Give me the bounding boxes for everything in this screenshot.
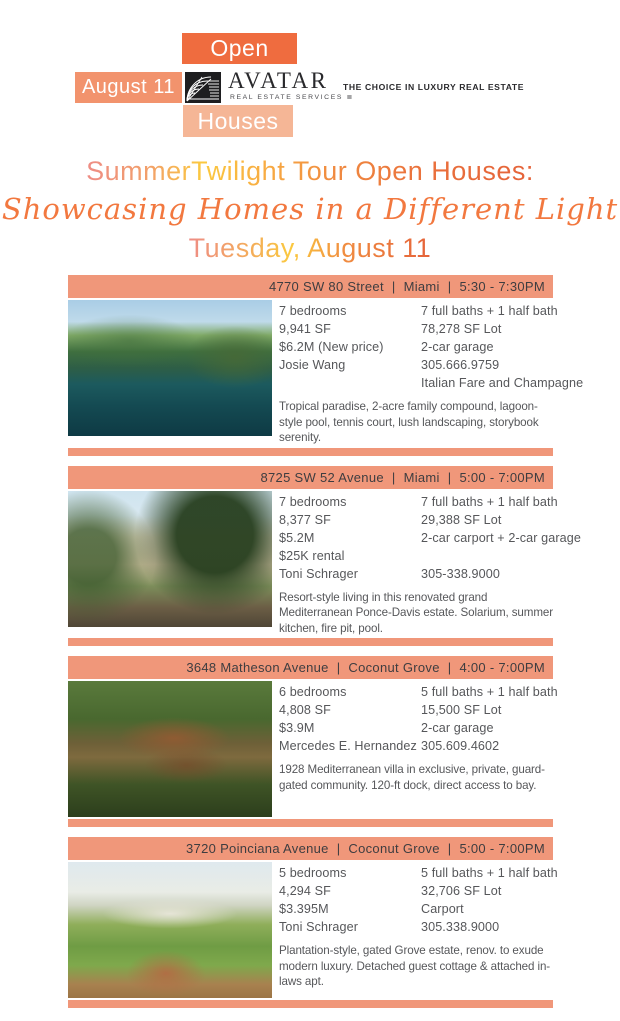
- detail-item: 9,941 SF: [279, 322, 331, 336]
- page-title-text: SummerTwilight Tour Open Houses:: [86, 156, 534, 186]
- detail-item: Josie Wang: [279, 358, 346, 372]
- detail-item: 5 full baths + 1 half bath: [421, 685, 558, 699]
- listing-description: Plantation-style, gated Grove estate, renov. to exude modern luxury. Detached guest cottage & attached in-laws apt.: [279, 944, 551, 988]
- detail-item: $25K rental: [279, 548, 345, 563]
- listing-time: 5:00 - 7:00PM: [459, 469, 545, 485]
- listings-container: [68, 275, 584, 1008]
- detail-item: $3.9M: [279, 721, 315, 735]
- detail-item: [279, 374, 421, 392]
- detail-item: Toni Schrager: [279, 920, 359, 934]
- brand-subtitle: REAL ESTATE SERVICES ≣: [230, 94, 354, 101]
- divider-bar: [68, 1000, 553, 1008]
- banner-open-label: Open: [210, 35, 269, 61]
- pipe-separator: |: [447, 660, 452, 675]
- detail-item: 5 bedrooms: [279, 866, 347, 880]
- listing-card: [68, 837, 558, 1008]
- banner-open-box: [182, 33, 297, 64]
- detail-item: 7 bedrooms: [279, 304, 347, 318]
- detail-item: 8,377 SF: [279, 512, 331, 527]
- detail-item: 29,388 SF Lot: [421, 512, 502, 527]
- divider-bar: [68, 448, 553, 456]
- detail-item: 7 bedrooms: [279, 494, 347, 509]
- listing-city: Coconut Grove: [348, 660, 440, 675]
- detail-item: 4,808 SF: [279, 703, 331, 717]
- detail-item: 2-car garage: [421, 721, 494, 735]
- detail-item: 305.609.4602: [421, 739, 500, 753]
- pipe-separator: |: [336, 660, 341, 675]
- listing-header-bar: [68, 837, 553, 860]
- detail-item: 7 full baths + 1 half bath: [421, 494, 558, 509]
- pipe-separator: |: [391, 469, 396, 485]
- title-block: [0, 155, 620, 266]
- divider-bar: [68, 638, 553, 646]
- detail-item: 78,278 SF Lot: [421, 322, 502, 336]
- banner-date-box: [75, 72, 182, 103]
- property-photo: [68, 300, 272, 436]
- property-photo: [68, 681, 272, 817]
- detail-item: 305-338.9000: [421, 566, 500, 581]
- divider-bar: [68, 819, 553, 827]
- pipe-separator: |: [336, 841, 341, 856]
- listing-address: 3648 Matheson Avenue: [186, 660, 329, 675]
- detail-item: 2-car garage: [421, 340, 494, 354]
- banner-date-label: August 11: [81, 76, 176, 98]
- listing-address: 8725 SW 52 Avenue: [260, 469, 384, 485]
- listing-card: [68, 656, 558, 827]
- pipe-separator: |: [447, 469, 452, 485]
- detail-item: 32,706 SF Lot: [421, 884, 502, 898]
- listing-header-bar: [68, 275, 553, 298]
- listing-description: Resort-style living in this renovated grand Mediterranean Ponce-Davis estate. Solarium, summer kitchen, fire pit, pool.: [279, 590, 554, 635]
- page-title: [0, 155, 620, 188]
- event-date-text: Tuesday, August 11: [189, 230, 432, 266]
- script-subtitle: Showcasing Homes in a Different Light: [1, 192, 619, 226]
- banner: [0, 0, 620, 150]
- listing-city: Miami: [403, 279, 440, 294]
- pipe-separator: |: [447, 279, 452, 294]
- brand-tagline: THE CHOICE IN LUXURY REAL ESTATE: [343, 82, 525, 92]
- listing-card: [68, 275, 584, 456]
- detail-item: 305.338.9000: [421, 920, 500, 934]
- detail-item: 15,500 SF Lot: [421, 703, 502, 717]
- detail-item: $3.395M: [279, 902, 329, 916]
- listing-description: Tropical paradise, 2-acre family compound, lagoon-style pool, tennis court, lush landscaping, storybook serenity.: [279, 400, 539, 444]
- listing-city: Miami: [403, 469, 440, 485]
- property-photo: [68, 491, 272, 627]
- event-date: [0, 230, 620, 266]
- listing-address: 3720 Poinciana Avenue: [186, 841, 329, 856]
- detail-item: 5 full baths + 1 half bath: [421, 866, 558, 880]
- avatar-logo-icon: [185, 72, 221, 108]
- detail-item: Carport: [421, 902, 464, 916]
- listing-card: [68, 466, 581, 647]
- banner-houses-label: Houses: [197, 107, 279, 134]
- detail-item: 7 full baths + 1 half bath: [421, 304, 558, 318]
- listing-city: Coconut Grove: [348, 841, 440, 856]
- pipe-separator: |: [391, 279, 396, 294]
- listing-header-bar: [68, 656, 553, 679]
- detail-item: 4,294 SF: [279, 884, 331, 898]
- detail-item: 6 bedrooms: [279, 685, 347, 699]
- detail-item: [421, 547, 581, 565]
- brand-name: AVATAR: [228, 68, 329, 93]
- detail-item: $5.2M: [279, 530, 315, 545]
- detail-item: $6.2M (New price): [279, 340, 384, 354]
- listing-description: 1928 Mediterranean villa in exclusive, private, guard-gated community. 120-ft dock, direct access to bay.: [279, 763, 545, 792]
- detail-item: Mercedes E. Hernandez: [279, 739, 417, 753]
- listing-address: 4770 SW 80 Street: [268, 279, 384, 294]
- detail-item: Italian Fare and Champagne: [421, 376, 584, 390]
- detail-item: 305.666.9759: [421, 358, 500, 372]
- banner-houses-box: [183, 105, 293, 137]
- property-photo: [68, 862, 272, 998]
- listing-header-bar: [68, 466, 553, 489]
- pipe-separator: |: [447, 841, 452, 856]
- listing-time: 5:00 - 7:00PM: [459, 841, 545, 856]
- listing-time: 4:00 - 7:00PM: [459, 660, 545, 675]
- listing-time: 5:30 - 7:30PM: [459, 279, 545, 294]
- detail-item: Toni Schrager: [279, 566, 359, 581]
- detail-item: 2-car carport + 2-car garage: [421, 530, 581, 545]
